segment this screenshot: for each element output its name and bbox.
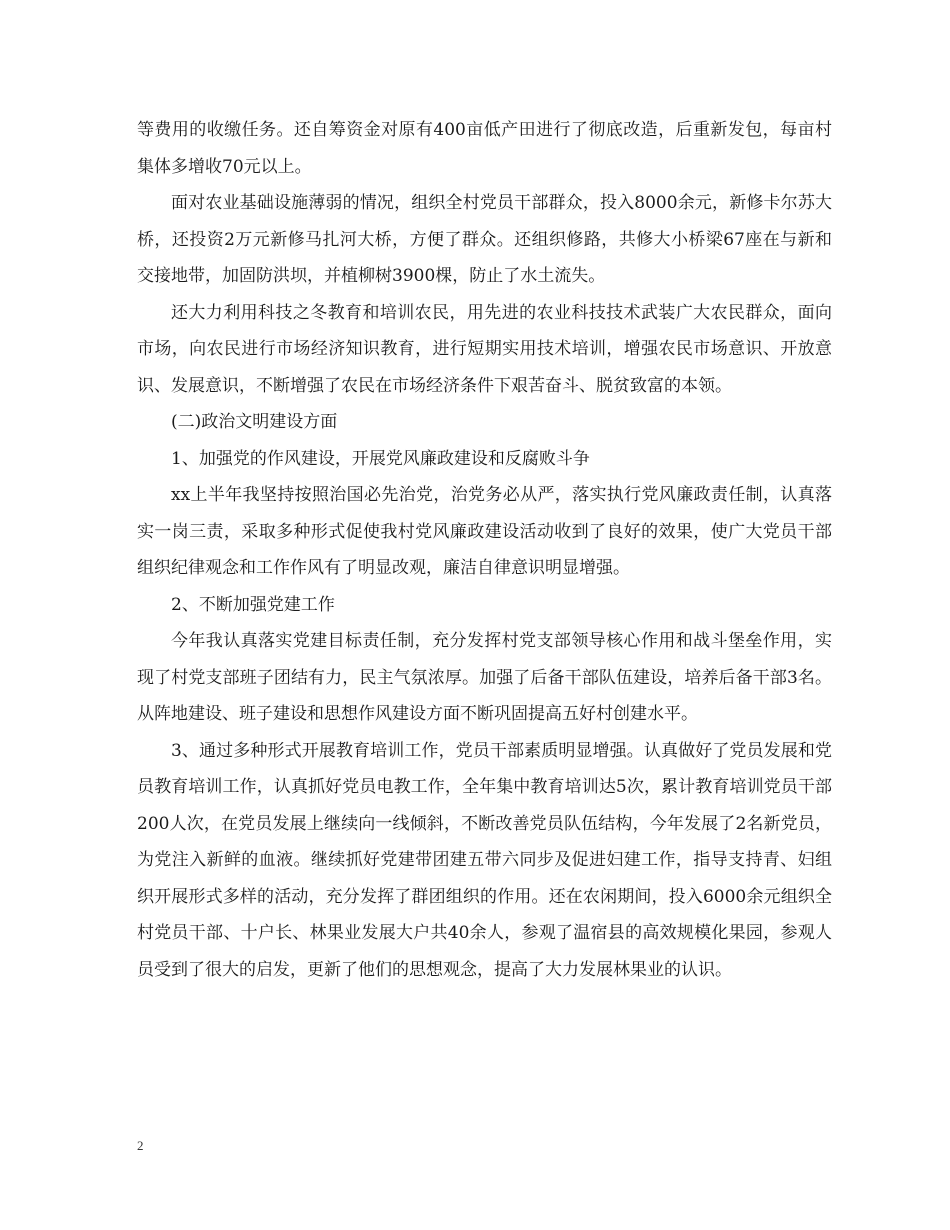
paragraph-3: 还大力利用科技之冬教育和培训农民，用先进的农业科技技术武装广大农民群众，面向市场，向农民进行市场经济知识教育，进行短期实用技术培训，增强农民市场意识、开放意识、发展意识，不断增强了农民在市场经济条件下艰苦奋斗、脱贫致富的本领。 [137, 302, 832, 396]
document-body [137, 112, 832, 988]
paragraph-9: 3、通过多种形式开展教育培训工作，党员干部素质明显增强。认真做好了党员发展和党员教育培训工作，认真抓好党员电教工作，全年集中教育培训达5次，累计教育培训党员干部200人次，在党员发展上继续向一线倾斜，不断改善党员队伍结构，今年发展了2名新党员，为党注入新鲜的血液。继续抓好党建带团建五带六同步及促进妇建工作，指导支持青、妇组织开展形式多样的活动，充分发挥了群团组织的作用。还在农闲期间，投入6000余元组织全村党员干部、十户长、林果业发展大户共40余人，参观了温宿县的高效规模化果园，参观人员受到了很大的启发，更新了他们的思想观念，提高了大力发展林果业的认识。 [137, 740, 832, 980]
subheading-1: 1、加强党的作风建设，开展党风廉政建设和反腐败斗争 [171, 448, 590, 469]
subheading-2: 2、不断加强党建工作 [171, 594, 335, 615]
page-number: 2 [137, 1138, 144, 1153]
paragraph-6: xx上半年我坚持按照治国必先治党，治党务必从严，落实执行党风廉政责任制，认真落实一岗三责，采取多种形式促使我村党风廉政建设活动收到了良好的效果，使广大党员干部组织纪律观念和工作作风有了明显改观，廉洁自律意识明显增强。 [137, 485, 832, 578]
section-heading-political: (二)政治文明建设方面 [171, 412, 338, 432]
paragraph-8: 今年我认真落实党建目标责任制，充分发挥村党支部领导核心作用和战斗堡垒作用，实现了村党支部班子团结有力，民主气氛浓厚。加强了后备干部队伍建设，培养后备干部3名。从阵地建设、班子建设和思想作风建设方面不断巩固提高五好村创建水平。 [137, 631, 832, 724]
paragraph-2: 面对农业基础设施薄弱的情况，组织全村党员干部群众，投入8000余元，新修卡尔苏大桥，还投资2万元新修马扎河大桥，方便了群众。还组织修路，共修大小桥梁67座在与新和交接地带，加固防洪坝，并植柳树3900棵，防止了水土流失。 [137, 193, 832, 286]
paragraph-1: 等费用的收缴任务。还自筹资金对原有400亩低产田进行了彻底改造，后重新发包，每亩村集体多增收70元以上。 [137, 120, 832, 177]
